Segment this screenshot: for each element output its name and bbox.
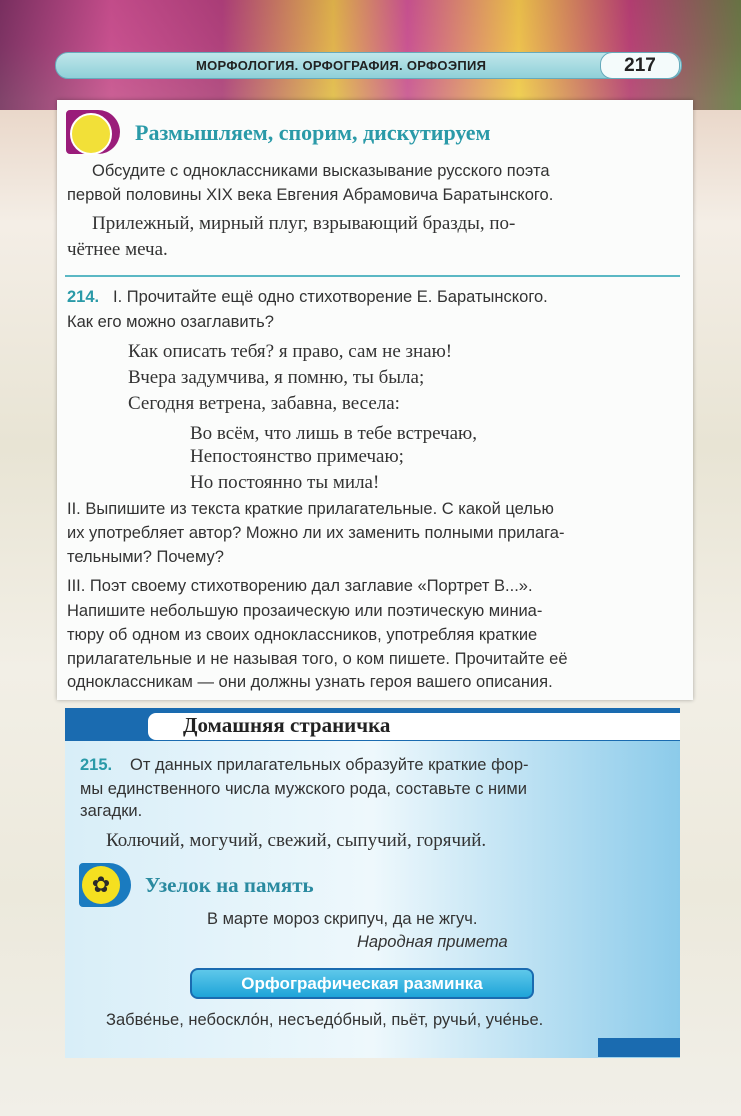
- discussion-icon: [66, 110, 120, 154]
- chapter-header: [55, 52, 682, 79]
- text-line: Обсудите с одноклассниками высказывание русского поэта: [92, 162, 550, 180]
- quote-line: чётнее меча.: [67, 239, 168, 260]
- poem-line: Во всём, что лишь в тебе встречаю,: [190, 423, 478, 444]
- divider: [65, 275, 680, 277]
- poem-line: Вчера задумчива, я помню, ты была;: [128, 367, 425, 388]
- quote-line: Прилежный, мирный плуг, взрывающий бразды, по-: [92, 213, 516, 234]
- text-line: От данных прилагательных образуйте краткие фор-: [130, 756, 529, 774]
- chapter-title: МОРФОЛОГИЯ. ОРФОГРАФИЯ. ОРФОЭПИЯ: [196, 58, 487, 73]
- exercise-number: 215.: [80, 756, 113, 774]
- memo-heading: Узелок на память: [145, 873, 314, 897]
- warmup-words: Забве́нье, небоскло́н, несъедо́бный, пьёт, ручьи́, уче́нье.: [106, 1011, 544, 1029]
- text-line: III. Поэт своему стихотворению дал заглавие «Портрет В...».: [67, 577, 533, 595]
- homework-title: Домашняя страничка: [183, 713, 391, 737]
- text-line: Напишите небольшую прозаическую или поэтическую миниа-: [67, 602, 543, 620]
- poem-line: Сегодня ветрена, забавна, весела:: [128, 393, 400, 414]
- proverb: В марте мороз скрипуч, да не жгуч.: [207, 910, 478, 928]
- text-line: тельными? Почему?: [67, 548, 224, 566]
- text-line: II. Выпишите из текста краткие прилагательные. С какой целью: [67, 500, 554, 518]
- exercise-number: 214.: [67, 288, 100, 306]
- discussion-heading: Размышляем, спорим, дискутируем: [135, 120, 491, 145]
- text-line: Как его можно озаглавить?: [67, 313, 274, 331]
- page-number: 217: [600, 52, 680, 79]
- word-list: Колючий, могучий, свежий, сыпучий, горячий.: [106, 830, 487, 851]
- text-line: тюру об одном из своих одноклассников, употребляя краткие: [67, 626, 538, 644]
- corner-block: [598, 1038, 680, 1057]
- text-line: одноклассникам — они должны узнать героя вашего описания.: [67, 673, 553, 691]
- memo-knot-icon: ✿: [79, 863, 131, 907]
- poem-line: Непостоянство примечаю;: [190, 446, 404, 467]
- poem-line: Как описать тебя? я право, сам не знаю!: [128, 341, 453, 362]
- text-line: загадки.: [80, 802, 143, 820]
- poem-line: Но постоянно ты мила!: [190, 472, 380, 493]
- text-line: мы единственного числа мужского рода, составьте с ними: [80, 780, 527, 798]
- text-line: их употребляет автор? Можно ли их заменить полными прилага-: [67, 524, 565, 542]
- proverb-source: Народная примета: [357, 933, 508, 951]
- text-line: прилагательные и не называя того, о ком пишете. Прочитайте её: [67, 650, 568, 668]
- text-line: первой половины XIX века Евгения Абрамовича Баратынского.: [67, 186, 554, 204]
- text-line: I. Прочитайте ещё одно стихотворение Е. Баратынского.: [113, 288, 548, 306]
- spelling-warmup-banner: Орфографическая разминка: [190, 968, 534, 999]
